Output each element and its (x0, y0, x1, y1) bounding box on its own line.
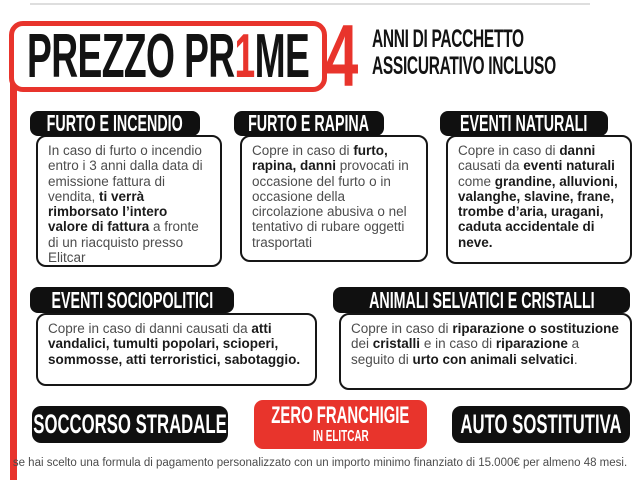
box-title-label: FURTO E RAPINA (248, 110, 370, 136)
box-body-text: Copre in caso di riparazione o sostituzione dei cristalli e in caso di riparazione a seguito di urto con animali selvatici. (351, 321, 619, 367)
box-title-label: EVENTI NATURALI (460, 110, 588, 136)
box-title-label: ANIMALI SELVATICI E CRISTALLI (368, 286, 595, 313)
box-body-text: In caso di furto o incendio entro i 3 anni dalla data di emissione fattura di vendita, ti verrà rimborsato l’intero valore di fattura a fronte di un riacquisto presso Elitcar (48, 143, 203, 265)
box-body-text: Copre in caso di danni causati da atti vandalici, tumulti popolari, scioperi, sommosse, atti terroristici, sabotaggio. (48, 321, 301, 367)
box-body-eventi-sociopolitici (36, 313, 317, 386)
box-title-eventi-naturali (440, 111, 608, 136)
badge-label: SOCCORSO STRADALE (33, 409, 227, 439)
badge-label: AUTO SOSTITUTIVA (460, 409, 622, 439)
title-part-1: PREZZO PR (26, 21, 235, 91)
box-body-text: Copre in caso di danni causati da eventi naturali come grandine, alluvioni, valanghe, slavine, frane, trombe d’aria, uragani, caduta accidentale di neve. (458, 143, 618, 250)
box-body-animali-cristalli (339, 313, 632, 390)
box-body-furto-incendio (36, 135, 222, 267)
badge-soccorso-stradale (32, 406, 228, 443)
badge-label-line-2: IN ELITCAR (312, 428, 369, 446)
title-accent-digit: 1 (234, 21, 255, 91)
big-number-4: 4 (325, 6, 359, 105)
title-box (9, 21, 327, 92)
box-title-eventi-sociopolitici (30, 287, 234, 313)
box-title-furto-incendio (30, 111, 200, 136)
badge-auto-sostitutiva (452, 406, 630, 443)
box-title-label: EVENTI SOCIOPOLITICI (51, 286, 213, 313)
box-title-furto-rapina (234, 111, 384, 136)
subtitle-line-1: ANNI DI PACCHETTO (372, 25, 524, 53)
badge-zero-franchigie (254, 400, 427, 449)
box-body-text: Copre in caso di furto, rapina, danni provocati in occasione del furto o in occasione della circolazione abusiva o nel tentativo di rubare oggetti trasportati (252, 143, 409, 250)
badge-label-line-1: ZERO FRANCHIGIE (271, 402, 410, 430)
box-title-label: FURTO E INCENDIO (46, 110, 184, 136)
title-part-2: ME (254, 21, 310, 91)
page-title (26, 21, 310, 91)
box-body-furto-rapina (240, 135, 428, 262)
box-title-animali-cristalli (333, 287, 630, 313)
subtitle (372, 26, 640, 80)
box-body-eventi-naturali (446, 135, 632, 264)
top-hairline (30, 3, 590, 5)
footnote: se hai scelto una formula di pagamento personalizzato con un importo minimo finanziato di 15.000€ per almeno 48 mesi. (12, 457, 628, 469)
red-accent-bar (10, 78, 17, 480)
subtitle-line-2: ASSICURATIVO INCLUSO (372, 52, 556, 80)
